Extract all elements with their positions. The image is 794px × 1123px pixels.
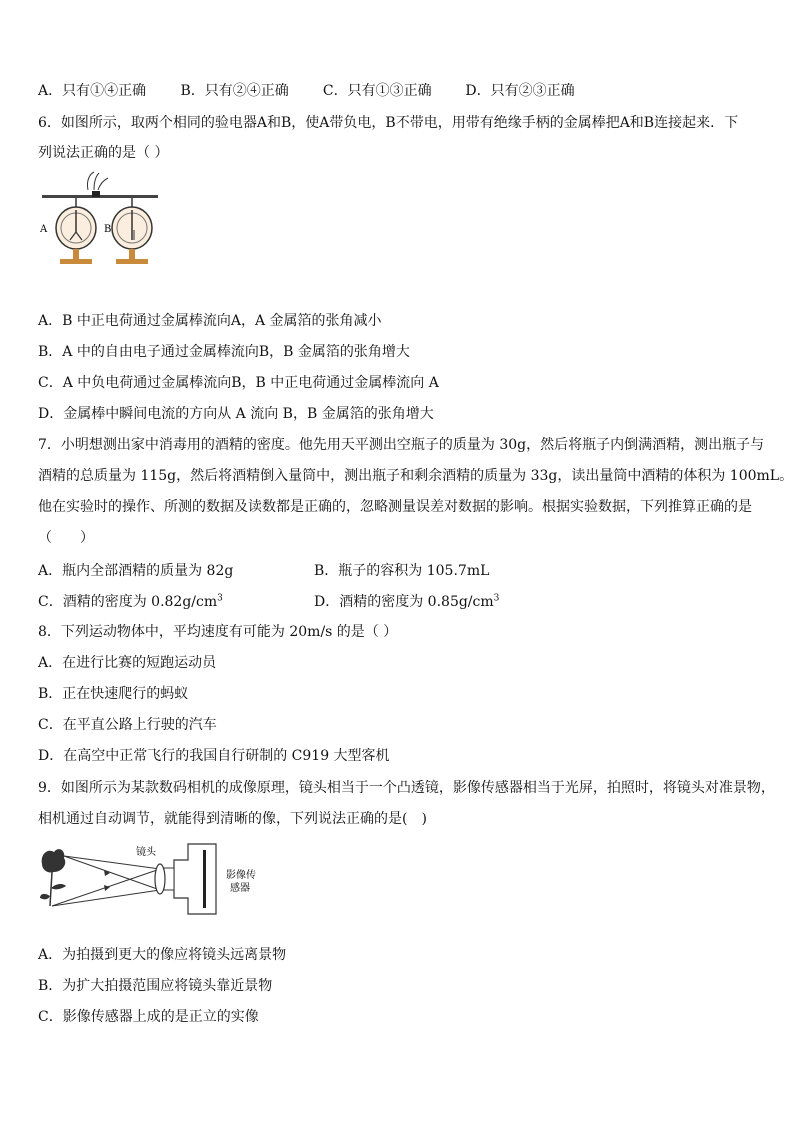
electroscope-b xyxy=(112,198,152,264)
q6-option-a[interactable]: A．B 中正电荷通过金属棒流向A，A 金属箔的张角减小 xyxy=(38,313,382,329)
image-sensor xyxy=(203,850,206,908)
q9-stem-line1: 9．如图所示为某款数码相机的成像原理，镜头相当于一个凸透镜，影像传感器相当于光屏，拍照时，将镜头对准景物， xyxy=(38,780,775,796)
q7-options-row1 xyxy=(38,561,490,581)
q8-option-b[interactable]: B．正在快速爬行的蚂蚁 xyxy=(38,686,189,702)
unit-exponent: 3 xyxy=(217,593,223,604)
option-a[interactable]: A．只有①④正确 xyxy=(38,83,147,99)
q8-stem: 8．下列运动物体中，平均速度有可能为 20m/s 的是（ ） xyxy=(38,624,398,640)
q7-stem-line3: 他在实验时的操作、所测的数据及读数都是正确的，忽略测量误差对数据的影响。根据实验数据，下列推算正确的是 xyxy=(38,499,752,515)
q9-option-a[interactable]: A．为拍摄到更大的像应将镜头远离景物 xyxy=(38,947,287,963)
q8-option-a[interactable]: A．在进行比赛的短跑运动员 xyxy=(38,655,217,671)
q6-option-d[interactable]: D．金属棒中瞬间电流的方向从 A 流向 B，B 金属箔的张角增大 xyxy=(38,406,434,422)
q6-electroscope-figure xyxy=(36,170,166,268)
q7-option-d[interactable] xyxy=(314,592,499,612)
camera-body xyxy=(164,844,216,914)
lens-icon xyxy=(155,864,165,894)
sensor-label-2: 感器 xyxy=(230,883,250,894)
q6-stem-line1: 6．如图所示，取两个相同的验电器A和B，使A带负电，B不带电，用带有绝缘手柄的金属棒把A和B连接起来．下 xyxy=(38,115,739,131)
previous-question-options xyxy=(38,81,575,101)
q9-stem-line2: 相机通过自动调节，就能得到清晰的像，下列说法正确的是( ) xyxy=(38,811,427,827)
q7-options-row2 xyxy=(38,592,500,612)
q9-option-b[interactable]: B．为扩大拍摄范围应将镜头靠近景物 xyxy=(38,978,273,994)
q7-option-c-text: C．酒精的密度为 0.82g/cm xyxy=(38,594,218,610)
q7-stem-line4: （ ） xyxy=(38,530,94,546)
q7-option-b[interactable]: B．瓶子的容积为 105.7mL xyxy=(314,563,490,579)
q6-option-b[interactable]: B．A 中的自由电子通过金属棒流向B，B 金属箔的张角增大 xyxy=(38,344,410,360)
q9-option-c[interactable]: C．影像传感器上成的是正立的实像 xyxy=(38,1009,259,1025)
q6-option-c[interactable]: C．A 中负电荷通过金属棒流向B，B 中正电荷通过金属棒流向 A xyxy=(38,375,439,391)
flower-icon xyxy=(40,849,66,906)
q7-option-a[interactable]: A．瓶内全部酒精的质量为 82g xyxy=(38,563,234,579)
unit-exponent: 3 xyxy=(493,593,500,604)
option-d[interactable]: D．只有②③正确 xyxy=(465,83,575,99)
q7-stem-line1: 7．小明想测出家中消毒用的酒精的密度。他先用天平测出空瓶子的质量为 30g，然后将瓶子内倒满酒精，测出瓶子与 xyxy=(38,437,765,453)
option-b[interactable]: B．只有②④正确 xyxy=(180,83,289,99)
sensor-label-1: 影像传 xyxy=(226,870,256,881)
q8-option-d[interactable]: D．在高空中正常飞行的我国自行研制的 C919 大型客机 xyxy=(38,748,390,764)
q9-camera-figure xyxy=(38,842,270,917)
q6-stem-line2: 列说法正确的是（ ） xyxy=(38,145,169,161)
lens-label: 镜头 xyxy=(136,847,156,858)
q7-stem-line2: 酒精的总质量为 115g，然后将酒精倒入量筒中，测出瓶子和剩余酒精的质量为 33g，读出量筒中酒精的体积为 100mL。 xyxy=(38,468,794,484)
q8-option-c[interactable]: C．在平直公路上行驶的汽车 xyxy=(38,717,217,733)
q7-option-c[interactable] xyxy=(38,594,223,610)
electroscope-a xyxy=(56,198,96,264)
label-b: B xyxy=(104,224,112,235)
hand-icon xyxy=(87,172,108,190)
label-a: A xyxy=(40,224,48,235)
q7-option-d-text: D．酒精的密度为 0.85g/cm xyxy=(314,594,494,610)
option-c[interactable]: C．只有①③正确 xyxy=(322,83,432,99)
